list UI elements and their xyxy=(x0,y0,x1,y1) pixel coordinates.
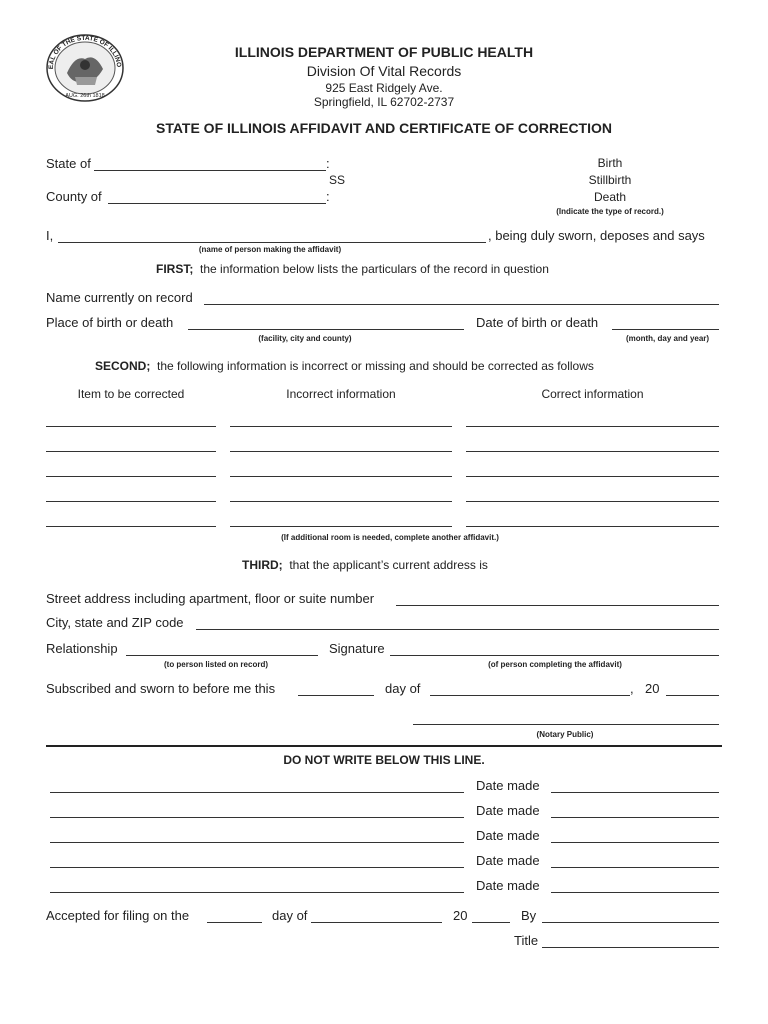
notary-note: (Notary Public) xyxy=(536,730,594,739)
date-made-field-4[interactable] xyxy=(551,867,719,868)
col-incorrect-header: Incorrect information xyxy=(286,387,396,401)
office-entry-5-field[interactable] xyxy=(50,892,464,893)
first-label: FIRST; xyxy=(156,262,194,276)
notary-signature-field[interactable] xyxy=(413,724,719,725)
by-label: By xyxy=(521,908,537,923)
department-title: ILLINOIS DEPARTMENT OF PUBLIC HEALTH xyxy=(234,44,534,60)
name-on-record-field[interactable] xyxy=(204,304,719,305)
record-type-death[interactable]: Death xyxy=(593,190,627,204)
place-field[interactable] xyxy=(188,329,464,330)
subscribed-label: Subscribed and sworn to before me this xyxy=(46,681,276,696)
signature-field[interactable] xyxy=(390,655,719,656)
accepted-year-prefix: 20 xyxy=(453,908,468,923)
date-made-field-2[interactable] xyxy=(551,817,719,818)
second-label: SECOND; xyxy=(95,359,151,373)
date-made-label-3: Date made xyxy=(476,828,540,843)
name-on-record-label: Name currently on record xyxy=(46,290,193,305)
third-label: THIRD; xyxy=(242,558,283,572)
office-use-divider xyxy=(46,745,722,747)
second-text: the following information is incorrect or missing and should be corrected as follows xyxy=(157,359,594,373)
correction-row-2-incorrect-field[interactable] xyxy=(230,451,452,452)
notary-month-field[interactable] xyxy=(430,695,630,696)
title-field[interactable] xyxy=(542,947,719,948)
date-field[interactable] xyxy=(612,329,719,330)
notary-year-field[interactable] xyxy=(666,695,719,696)
date-made-label-5: Date made xyxy=(476,878,540,893)
correction-row-4-item-field[interactable] xyxy=(46,501,216,502)
second-statement xyxy=(95,359,594,373)
date-made-field-1[interactable] xyxy=(551,792,719,793)
correction-row-1-item-field[interactable] xyxy=(46,426,216,427)
record-type-birth[interactable]: Birth xyxy=(597,156,623,170)
state-label: State of xyxy=(46,156,91,171)
correction-row-2-item-field[interactable] xyxy=(46,451,216,452)
correction-row-3-correct-field[interactable] xyxy=(466,476,719,477)
accepted-month-field[interactable] xyxy=(311,922,442,923)
state-colon: : xyxy=(326,156,330,171)
correction-row-1-incorrect-field[interactable] xyxy=(230,426,452,427)
form-title: STATE OF ILLINOIS AFFIDAVIT AND CERTIFICATE OF CORRECTION xyxy=(155,120,612,136)
address-line-1: 925 East Ridgely Ave. xyxy=(325,81,443,95)
relationship-label: Relationship xyxy=(46,641,118,656)
by-field[interactable] xyxy=(542,922,719,923)
date-made-label-1: Date made xyxy=(476,778,540,793)
place-label: Place of birth or death xyxy=(46,315,174,330)
correction-row-4-correct-field[interactable] xyxy=(466,501,719,502)
record-type-note: (Indicate the type of record.) xyxy=(556,207,664,216)
affiant-note: (name of person making the affidavit) xyxy=(198,245,342,254)
affiant-name-field[interactable] xyxy=(58,242,486,243)
col-correct-header: Correct information xyxy=(541,387,644,401)
record-type-stillbirth[interactable]: Stillbirth xyxy=(588,173,632,187)
county-colon: : xyxy=(326,189,330,204)
notary-day-field[interactable] xyxy=(298,695,374,696)
office-entry-1-field[interactable] xyxy=(50,792,464,793)
place-note: (facility, city and county) xyxy=(258,334,352,343)
seal-text: EAL OF THE STATE OF ILLINO xyxy=(47,34,123,70)
division-title: Division Of Vital Records xyxy=(306,63,462,79)
relationship-note: (to person listed on record) xyxy=(163,660,268,669)
correction-row-5-item-field[interactable] xyxy=(46,526,216,527)
office-entry-2-field[interactable] xyxy=(50,817,464,818)
date-made-label-2: Date made xyxy=(476,803,540,818)
office-use-title: DO NOT WRITE BELOW THIS LINE. xyxy=(283,753,485,767)
correction-row-5-incorrect-field[interactable] xyxy=(230,526,452,527)
relationship-field[interactable] xyxy=(126,655,318,656)
correction-row-1-correct-field[interactable] xyxy=(466,426,719,427)
correction-row-3-incorrect-field[interactable] xyxy=(230,476,452,477)
correction-row-3-item-field[interactable] xyxy=(46,476,216,477)
ss-label: SS xyxy=(329,173,346,187)
first-text: the information below lists the particulars of the record in question xyxy=(200,262,549,276)
county-label: County of xyxy=(46,189,102,204)
notary-year-prefix: 20 xyxy=(645,681,660,696)
office-entry-4-field[interactable] xyxy=(50,867,464,868)
address-line-2: Springfield, IL 62702-2737 xyxy=(313,95,455,109)
county-field[interactable] xyxy=(108,203,326,204)
city-field[interactable] xyxy=(196,629,719,630)
accepted-label: Accepted for filing on the xyxy=(46,908,190,923)
date-made-field-3[interactable] xyxy=(551,842,719,843)
seal-date: AUG. 26th 1818 xyxy=(65,93,105,99)
date-note: (month, day and year) xyxy=(625,334,710,343)
office-entry-3-field[interactable] xyxy=(50,842,464,843)
affiant-suffix: , being duly sworn, deposes and says xyxy=(488,228,705,243)
accepted-day-field[interactable] xyxy=(207,922,262,923)
date-made-label-4: Date made xyxy=(476,853,540,868)
affiant-prefix: I, xyxy=(46,228,54,243)
street-label: Street address including apartment, floor or suite number xyxy=(46,591,375,606)
col-item-header: Item to be corrected xyxy=(77,387,185,401)
first-statement xyxy=(156,262,549,276)
accepted-day-of: day of xyxy=(272,908,308,923)
notary-day-of: day of xyxy=(385,681,421,696)
date-made-field-5[interactable] xyxy=(551,892,719,893)
third-statement xyxy=(242,558,488,572)
correction-row-4-incorrect-field[interactable] xyxy=(230,501,452,502)
signature-note: (of person completing the affidavit) xyxy=(488,660,622,669)
street-field[interactable] xyxy=(396,605,719,606)
additional-room-note: (If additional room is needed, complete another affidavit.) xyxy=(281,533,499,542)
third-text: that the applicant’s current address is xyxy=(289,558,488,572)
correction-row-5-correct-field[interactable] xyxy=(466,526,719,527)
accepted-year-field[interactable] xyxy=(472,922,510,923)
signature-label: Signature xyxy=(329,641,385,656)
state-field[interactable] xyxy=(94,170,326,171)
city-label: City, state and ZIP code xyxy=(46,615,184,630)
date-label: Date of birth or death xyxy=(476,315,599,330)
notary-comma: , xyxy=(630,681,634,696)
correction-row-2-correct-field[interactable] xyxy=(466,451,719,452)
title-label: Title xyxy=(514,933,539,948)
